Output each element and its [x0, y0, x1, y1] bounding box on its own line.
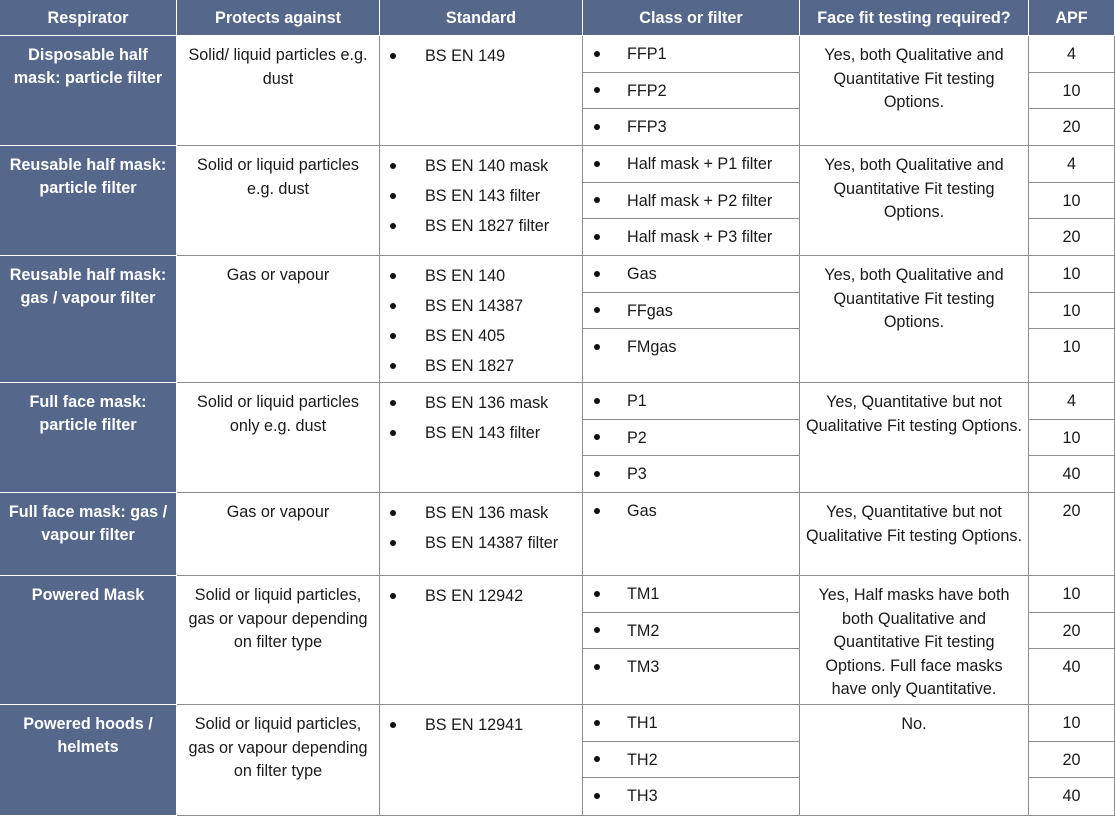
standard-text: BS EN 1827 filter	[425, 217, 550, 235]
apf-cell: 20	[1029, 109, 1115, 146]
class-filter-cell	[583, 649, 800, 705]
class-filter-text: FFP2	[627, 81, 667, 100]
bullet-icon	[594, 793, 600, 799]
class-filter-item	[583, 420, 799, 457]
class-filter-cell	[583, 576, 800, 613]
bullet-icon	[594, 591, 600, 597]
bullet-icon	[594, 51, 600, 57]
respirator-cell: Powered Mask	[0, 576, 177, 705]
standard-item	[380, 291, 582, 321]
standard-item	[380, 528, 582, 558]
apf-cell: 40	[1029, 778, 1115, 816]
standard-item	[380, 261, 582, 291]
standard-text: BS EN 136 mask	[425, 504, 549, 522]
class-filter-text: FFP3	[627, 118, 667, 137]
class-filter-cell	[583, 778, 800, 816]
standard-item	[380, 418, 582, 448]
bullet-icon	[390, 400, 396, 406]
standard-text: BS EN 149	[425, 47, 506, 65]
header-apf: APF	[1029, 0, 1115, 36]
class-filter-text: Gas	[627, 265, 657, 283]
bullet-icon	[390, 273, 396, 279]
bullet-icon	[390, 303, 396, 309]
header-face-fit-testing: Face fit testing required?	[800, 0, 1029, 36]
class-filter-item	[583, 576, 799, 613]
bullet-icon	[390, 363, 396, 369]
class-filter-text: Half mask + P1 filter	[627, 155, 773, 173]
header-protects-against: Protects against	[177, 0, 380, 36]
class-filter-text: TH1	[627, 714, 658, 732]
apf-cell: 10	[1029, 420, 1115, 457]
bullet-icon	[594, 756, 600, 762]
standard-cell	[380, 705, 583, 816]
bullet-icon	[594, 161, 600, 167]
class-filter-cell	[583, 146, 800, 183]
class-filter-item	[583, 778, 799, 815]
class-filter-item	[583, 183, 799, 220]
class-filter-cell	[583, 742, 800, 779]
apf-cell: 20	[1029, 613, 1115, 650]
bullet-icon	[594, 398, 600, 404]
fit-testing-cell: Yes, both Qualitative and Quantitative Fit testing Options.	[800, 256, 1029, 383]
fit-testing-cell: No.	[800, 705, 1029, 816]
bullet-icon	[594, 664, 600, 670]
respirator-cell: Reusable half mask: gas / vapour filter	[0, 256, 177, 383]
class-filter-cell	[583, 420, 800, 457]
bullet-icon	[594, 87, 600, 93]
respirator-cell: Full face mask: particle filter	[0, 383, 177, 493]
fit-testing-cell: Yes, Half masks have both both Qualitative and Quantitative Fit testing Options. Full face masks have only Quantitative.	[800, 576, 1029, 705]
apf-cell: 20	[1029, 493, 1115, 576]
bullet-icon	[594, 720, 600, 726]
bullet-icon	[594, 627, 600, 633]
class-filter-cell	[583, 293, 800, 330]
apf-cell: 10	[1029, 329, 1115, 383]
bullet-icon	[390, 223, 396, 229]
class-filter-item	[583, 146, 799, 183]
class-filter-cell	[583, 183, 800, 220]
apf-cell: 40	[1029, 456, 1115, 493]
class-filter-text: FFgas	[627, 301, 673, 320]
class-filter-cell	[583, 73, 800, 110]
standard-text: BS EN 14387 filter	[425, 534, 559, 552]
header-respirator: Respirator	[0, 0, 177, 36]
class-filter-cell	[583, 383, 800, 420]
standard-item	[380, 151, 582, 181]
protects-against-cell: Gas or vapour	[177, 493, 380, 576]
protects-against-cell: Solid/ liquid particles e.g. dust	[177, 36, 380, 146]
class-filter-cell	[583, 456, 800, 493]
protects-against-cell: Solid or liquid particles, gas or vapour depending on filter type	[177, 576, 380, 705]
standard-item	[380, 710, 582, 740]
class-filter-text: P1	[627, 392, 647, 410]
apf-cell: 10	[1029, 256, 1115, 293]
apf-cell: 4	[1029, 36, 1115, 73]
standard-text: BS EN 14387	[425, 297, 524, 315]
respirator-cell: Full face mask: gas / vapour filter	[0, 493, 177, 576]
bullet-icon	[390, 333, 396, 339]
class-filter-item	[583, 493, 799, 530]
bullet-icon	[390, 430, 396, 436]
standard-cell	[380, 36, 583, 146]
apf-cell: 10	[1029, 705, 1115, 742]
class-filter-item	[583, 613, 799, 650]
bullet-icon	[594, 124, 600, 130]
respirator-cell: Disposable half mask: particle filter	[0, 36, 177, 146]
class-filter-text: Half mask + P2 filter	[627, 191, 773, 210]
bullet-icon	[390, 722, 396, 728]
standard-item	[380, 41, 582, 71]
class-filter-text: TH3	[627, 787, 658, 806]
class-filter-text: FMgas	[627, 338, 677, 357]
class-filter-text: TH2	[627, 750, 658, 769]
standard-cell	[380, 576, 583, 705]
apf-cell: 40	[1029, 649, 1115, 705]
standard-item	[380, 181, 582, 211]
standard-item	[380, 211, 582, 241]
class-filter-cell	[583, 613, 800, 650]
class-filter-cell	[583, 36, 800, 73]
class-filter-item	[583, 256, 799, 293]
class-filter-text: Half mask + P3 filter	[627, 228, 773, 247]
class-filter-item	[583, 293, 799, 330]
class-filter-item	[583, 383, 799, 420]
standard-text: BS EN 140 mask	[425, 157, 549, 175]
class-filter-text: Gas	[627, 502, 657, 520]
bullet-icon	[390, 510, 396, 516]
standard-text: BS EN 12942	[425, 587, 524, 605]
apf-cell: 10	[1029, 183, 1115, 220]
bullet-icon	[594, 307, 600, 313]
apf-cell: 4	[1029, 383, 1115, 420]
protects-against-cell: Gas or vapour	[177, 256, 380, 383]
class-filter-text: FFP1	[627, 45, 667, 63]
standard-text: BS EN 136 mask	[425, 394, 549, 412]
bullet-icon	[594, 271, 600, 277]
bullet-icon	[594, 508, 600, 514]
bullet-icon	[594, 234, 600, 240]
class-filter-text: TM3	[627, 658, 660, 677]
class-filter-item	[583, 329, 799, 366]
apf-cell: 10	[1029, 576, 1115, 613]
standard-text: BS EN 405	[425, 327, 506, 345]
protects-against-cell: Solid or liquid particles only e.g. dust	[177, 383, 380, 493]
fit-testing-cell: Yes, both Qualitative and Quantitative Fit testing Options.	[800, 146, 1029, 256]
bullet-icon	[594, 434, 600, 440]
header-standard: Standard	[380, 0, 583, 36]
bullet-icon	[594, 344, 600, 350]
class-filter-item	[583, 742, 799, 779]
standard-text: BS EN 143 filter	[425, 187, 541, 205]
standard-item	[380, 351, 582, 381]
standard-cell	[380, 256, 583, 383]
bullet-icon	[390, 163, 396, 169]
bullet-icon	[594, 471, 600, 477]
class-filter-cell	[583, 256, 800, 293]
class-filter-cell	[583, 329, 800, 383]
apf-cell: 4	[1029, 146, 1115, 183]
standard-text: BS EN 143 filter	[425, 424, 541, 442]
class-filter-cell	[583, 219, 800, 256]
bullet-icon	[390, 193, 396, 199]
class-filter-cell	[583, 109, 800, 146]
protects-against-cell: Solid or liquid particles e.g. dust	[177, 146, 380, 256]
class-filter-item	[583, 73, 799, 110]
apf-cell: 10	[1029, 293, 1115, 330]
bullet-icon	[390, 593, 396, 599]
class-filter-item	[583, 649, 799, 686]
protects-against-cell: Solid or liquid particles, gas or vapour depending on filter type	[177, 705, 380, 816]
header-class-or-filter: Class or filter	[583, 0, 800, 36]
standard-cell	[380, 146, 583, 256]
standard-item	[380, 498, 582, 528]
standard-cell	[380, 383, 583, 493]
bullet-icon	[594, 197, 600, 203]
class-filter-cell	[583, 493, 800, 576]
fit-testing-cell: Yes, both Qualitative and Quantitative Fit testing Options.	[800, 36, 1029, 146]
standard-item	[380, 321, 582, 351]
class-filter-item	[583, 219, 799, 256]
standard-text: BS EN 1827	[425, 357, 515, 375]
bullet-icon	[390, 53, 396, 59]
standard-cell	[380, 493, 583, 576]
class-filter-item	[583, 36, 799, 73]
class-filter-cell	[583, 705, 800, 742]
respirator-cell: Powered hoods / helmets	[0, 705, 177, 816]
apf-cell: 20	[1029, 742, 1115, 779]
class-filter-item	[583, 456, 799, 493]
class-filter-item	[583, 109, 799, 146]
class-filter-text: P3	[627, 465, 647, 484]
respirator-cell: Reusable half mask: particle filter	[0, 146, 177, 256]
class-filter-text: TM1	[627, 585, 660, 603]
class-filter-item	[583, 705, 799, 742]
apf-cell: 10	[1029, 73, 1115, 110]
standard-item	[380, 581, 582, 611]
fit-testing-cell: Yes, Quantitative but not Qualitative Fit testing Options.	[800, 383, 1029, 493]
standard-item	[380, 388, 582, 418]
standard-text: BS EN 12941	[425, 716, 524, 734]
class-filter-text: TM2	[627, 621, 660, 640]
class-filter-text: P2	[627, 428, 647, 447]
bullet-icon	[390, 540, 396, 546]
standard-text: BS EN 140	[425, 267, 506, 285]
fit-testing-cell: Yes, Quantitative but not Qualitative Fit testing Options.	[800, 493, 1029, 576]
apf-cell: 20	[1029, 219, 1115, 256]
